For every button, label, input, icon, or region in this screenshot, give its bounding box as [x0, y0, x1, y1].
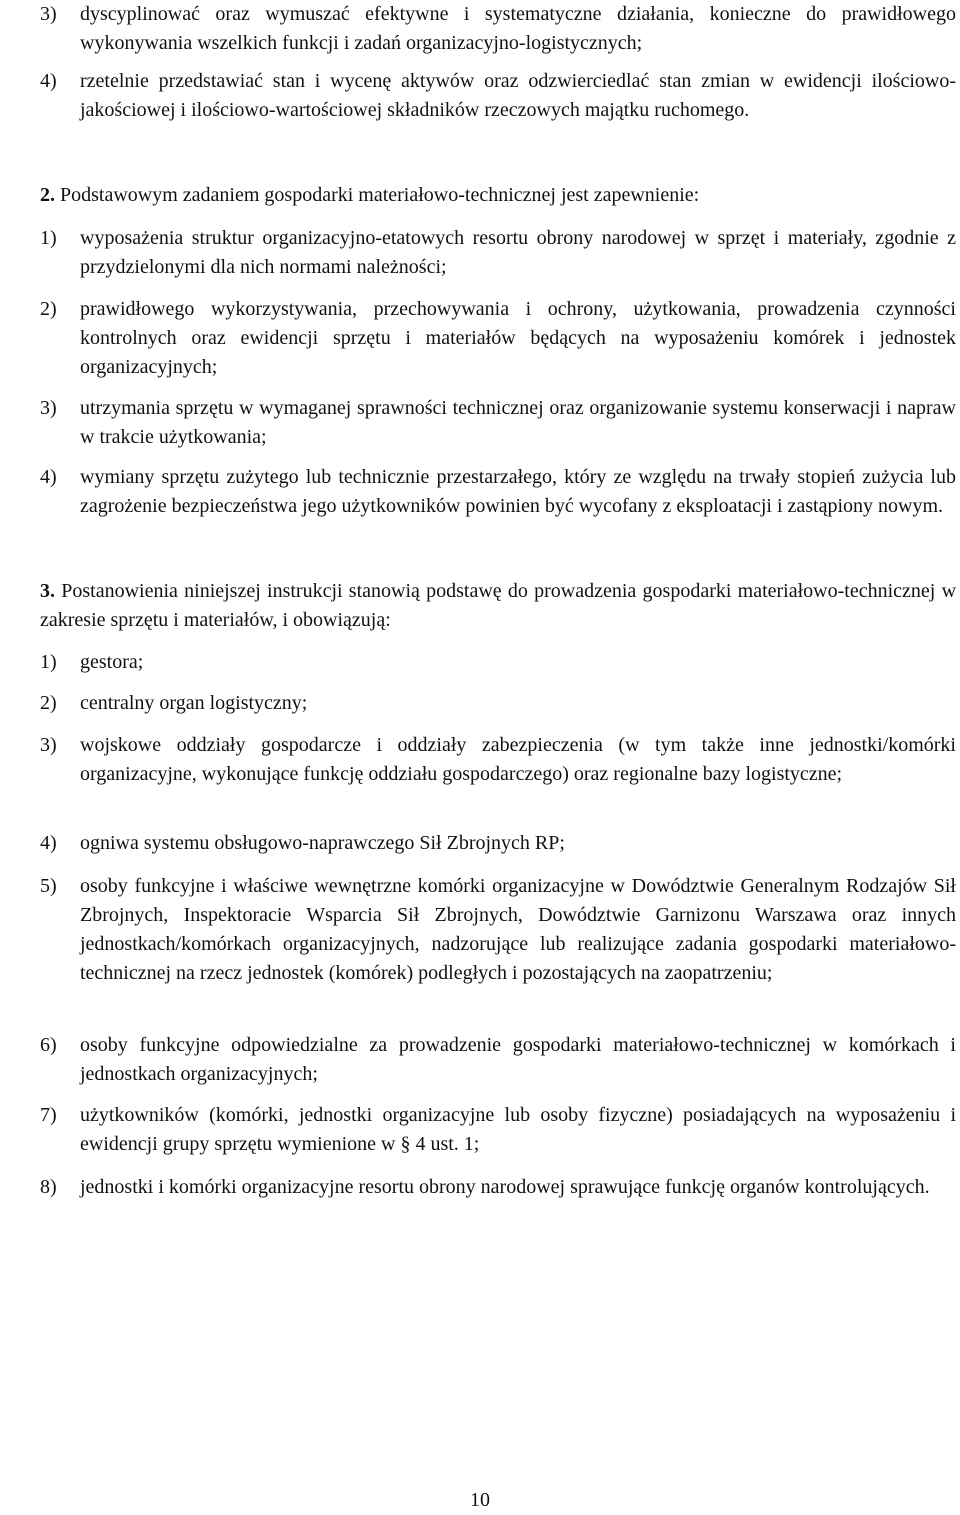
- section-intro-text: Podstawowym zadaniem gospodarki materiałowo-technicznej jest zapewnienie:: [60, 184, 700, 206]
- list-item: [40, 689, 956, 718]
- list-item: [40, 648, 956, 677]
- item-text: utrzymania sprzętu w wymaganej sprawności technicznej oraz organizowanie systemu konserwacji i napraw w trakcie użytkowania;: [80, 397, 956, 448]
- item-text: rzetelnie przedstawiać stan i wycenę aktywów oraz odzwierciedlać stan zmian w ewidencji ilościowo-jakościowej i ilościowo-wartościowej składników rzeczowych majątku ruchomego.: [80, 70, 956, 121]
- item-number: 8): [40, 1176, 57, 1198]
- section-intro-text: Postanowienia niniejszej instrukcji stanowią podstawę do prowadzenia gospodarki materiałowo-technicznej w zakresie sprzętu i materiałów, i obowiązują:: [40, 580, 957, 631]
- item-text: ogniwa systemu obsługowo-naprawczego Sił Zbrojnych RP;: [80, 832, 565, 854]
- item-text: dyscyplinować oraz wymuszać efektywne i systematyczne działania, konieczne do prawidłowego wykonywania wszelkich funkcji i zadań organizacyjno-logistycznych;: [80, 3, 956, 54]
- section-2-intro: [40, 181, 956, 210]
- item-text: jednostki i komórki organizacyjne resortu obrony narodowej sprawujące funkcję organów kontrolujących.: [80, 1176, 930, 1198]
- list-item: [40, 829, 956, 858]
- item-number: 2): [40, 692, 57, 714]
- section-3-intro: [40, 577, 956, 635]
- section-number: 2.: [40, 184, 55, 206]
- list-item: [40, 1101, 956, 1159]
- item-text: gestora;: [80, 651, 144, 673]
- item-number: 3): [40, 734, 57, 756]
- list-item: [40, 0, 956, 58]
- item-text: wyposażenia struktur organizacyjno-etatowych resortu obrony narodowej w sprzęt i materiały, zgodnie z przydzielonymi dla nich normami należności;: [80, 227, 956, 278]
- list-item: [40, 67, 956, 125]
- list-item: [40, 872, 956, 988]
- item-number: 7): [40, 1104, 57, 1126]
- item-number: 1): [40, 227, 57, 249]
- section-number: 3.: [40, 580, 55, 602]
- list-item: [40, 463, 956, 521]
- item-number: 6): [40, 1034, 57, 1056]
- item-number: 1): [40, 651, 57, 673]
- item-text: osoby funkcyjne i właściwe wewnętrzne komórki organizacyjne w Dowództwie Generalnym Rodzajów Sił Zbrojnych, Inspektoracie Wsparcia Sił Zbrojnych, Dowództwie Garnizonu Warszawa oraz innych jednostkach/komórkach organizacyjnych, nadzorujące lub realizujące zadania gospodarki materiałowo-technicznej na rzecz jednostek (komórek) podległych i pozostających na zaopatrzeniu;: [80, 875, 956, 984]
- item-text: wojskowe oddziały gospodarcze i oddziały zabezpieczenia (w tym także inne jednostki/komórki organizacyjne, wykonujące funkcję oddziału gospodarczego) oraz regionalne bazy logistyczne;: [80, 734, 956, 785]
- list-item: [40, 1031, 956, 1089]
- list-item: [40, 1173, 956, 1202]
- list-item: [40, 224, 956, 282]
- item-text: prawidłowego wykorzystywania, przechowywania i ochrony, użytkowania, prowadzenia czynności kontrolnych oraz ewidencji sprzętu i materiałów będących na wyposażeniu komórek i jednostek organizacyjnych;: [80, 298, 956, 378]
- item-number: 2): [40, 298, 57, 320]
- item-number: 4): [40, 466, 57, 488]
- item-text: użytkowników (komórki, jednostki organizacyjne lub osoby fizyczne) posiadających na wyposażeniu i ewidencji grupy sprzętu wymienione w § 4 ust. 1;: [80, 1104, 956, 1155]
- item-text: osoby funkcyjne odpowiedzialne za prowadzenie gospodarki materiałowo-technicznej w komórkach i jednostkach organizacyjnych;: [80, 1034, 956, 1085]
- item-text: wymiany sprzętu zużytego lub technicznie przestarzałego, który ze względu na trwały stopień zużycia lub zagrożenie bezpieczeństwa jego użytkowników powinien być wycofany z eksploatacji i zastąpiony nowym.: [80, 466, 956, 517]
- list-item: [40, 731, 956, 789]
- list-item: [40, 295, 956, 382]
- item-number: 4): [40, 70, 57, 92]
- item-number: 4): [40, 832, 57, 854]
- item-text: centralny organ logistyczny;: [80, 692, 308, 714]
- list-item: [40, 394, 956, 452]
- page-number: 10: [470, 1489, 490, 1511]
- item-number: 5): [40, 875, 57, 897]
- item-number: 3): [40, 397, 57, 419]
- item-number: 3): [40, 3, 57, 25]
